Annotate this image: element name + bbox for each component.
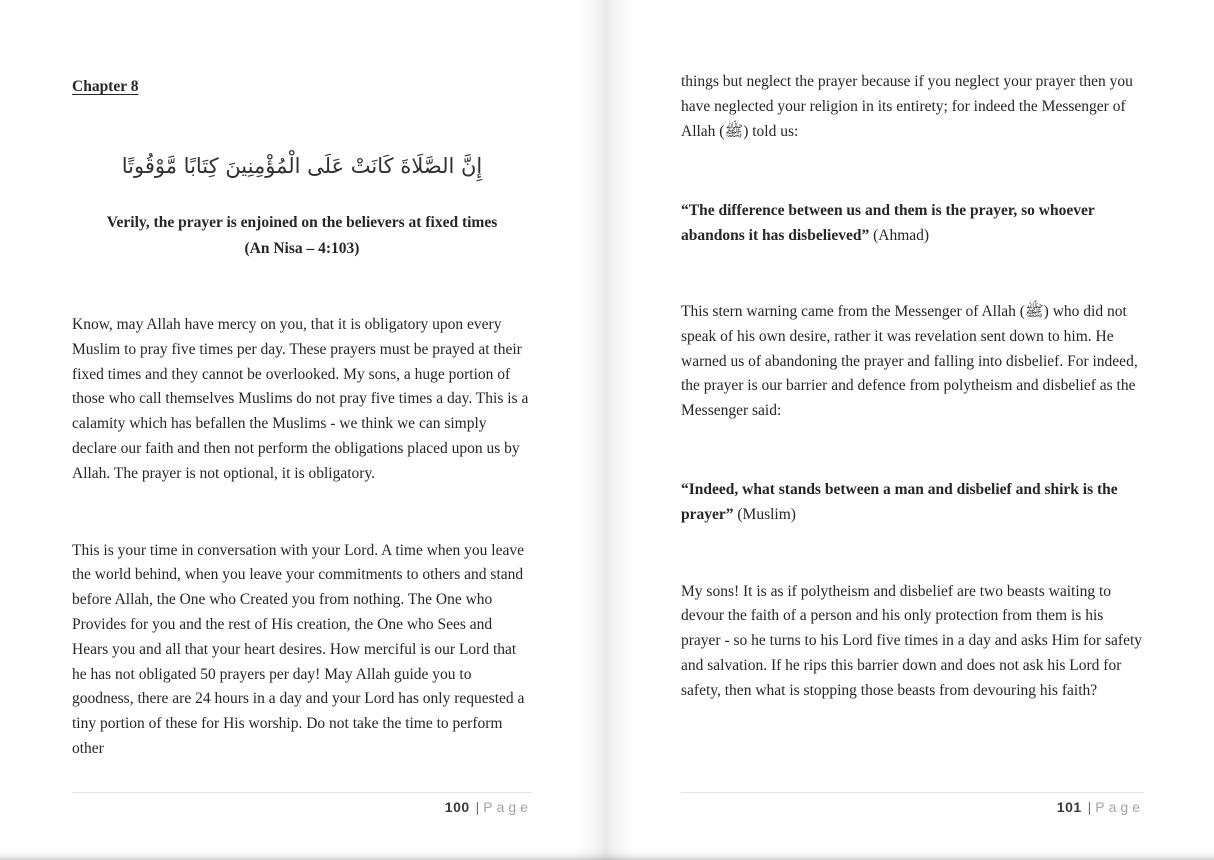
hadith-quote [681,478,1144,528]
verse-caption [72,210,532,262]
page-number: 101 [1056,799,1082,815]
footer-divider: | [475,799,480,815]
hadith-attribution: (Muslim) [737,505,796,523]
footer-divider: | [1087,799,1092,815]
page-number: 100 [444,799,470,815]
page-footer-right [681,792,1144,815]
paragraph: My sons! It is as if polytheism and disbelief are two beasts waiting to devour the faith of a person and his only protection from them is his prayer - so he turns to his Lord five times in a day and asks Him for safety and salvation. If he rips this barrier down and does not ask his Lord for safety, then what is stopping those beasts from devouring his faith? [681,582,1143,699]
verse-reference: (An Nisa – 4:103) [244,240,360,257]
hadith-quote-text: “The difference between us and them is the prayer, so whoever abandons it has disbelieved” [681,202,1095,245]
arabic-verse: إِنَّ الصَّلَاةَ كَانَتْ عَلَى الْمُؤْمِنِينَ كِتَابًا مَّوْقُوتًا [121,154,483,178]
footer-page-label: Page [1095,799,1144,815]
page-gutter-shadow [576,0,634,860]
verse-translation: Verily, the prayer is enjoined on the believers at fixed times [106,214,498,231]
footer-page-label: Page [483,799,532,815]
hadith-attribution: (Ahmad) [873,227,930,245]
book-page-left [72,0,532,860]
book-page-right [681,0,1144,860]
paragraph: This stern warning came from the Messenger of Allah (ﷺ) who did not speak of his own desire, rather it was revelation sent down to him. He warned us of abandoning the prayer and falling into disbelief. For indeed, the prayer is our barrier and defence from polytheism and disbelief as the Messenger said: [681,302,1138,420]
hadith-quote [681,199,1144,249]
paragraph: things but neglect the prayer because if you neglect your prayer then you have neglected your religion in its entirety; for indeed the Messenger of Allah (ﷺ) told us: [681,73,1133,140]
paragraph: Know, may Allah have mercy on you, that it is obligatory upon every Muslim to pray five times per day. These prayers must be prayed at their fixed times and they cannot be overlooked. My sons, a huge portion of those who call themselves Muslims do not pray five times a day. This is a calamity which has befallen the Muslims - we think we can simply declare our faith and then not perform the obligations placed upon us by Allah. The prayer is not optional, it is obligatory. [72,316,529,482]
hadith-quote-text: “Indeed, what stands between a man and disbelief and shirk is the prayer” [681,480,1118,523]
chapter-heading: Chapter 8 [72,78,139,95]
page-footer-left [72,792,532,815]
paragraph: This is your time in conversation with your Lord. A time when you leave the world behind, when you leave your commitments to others and stand before Allah, the One who Created you from nothing. The One who Provides for you and the rest of His creation, the One who Sees and Hears you and all that your heart desires. How merciful is our Lord that he has not obligated 50 prayers per day! May Allah guide you to goodness, there are 24 hours in a day and your Lord has only requested a tiny portion of these for His worship. Do not take the time to perform other [72,541,525,757]
